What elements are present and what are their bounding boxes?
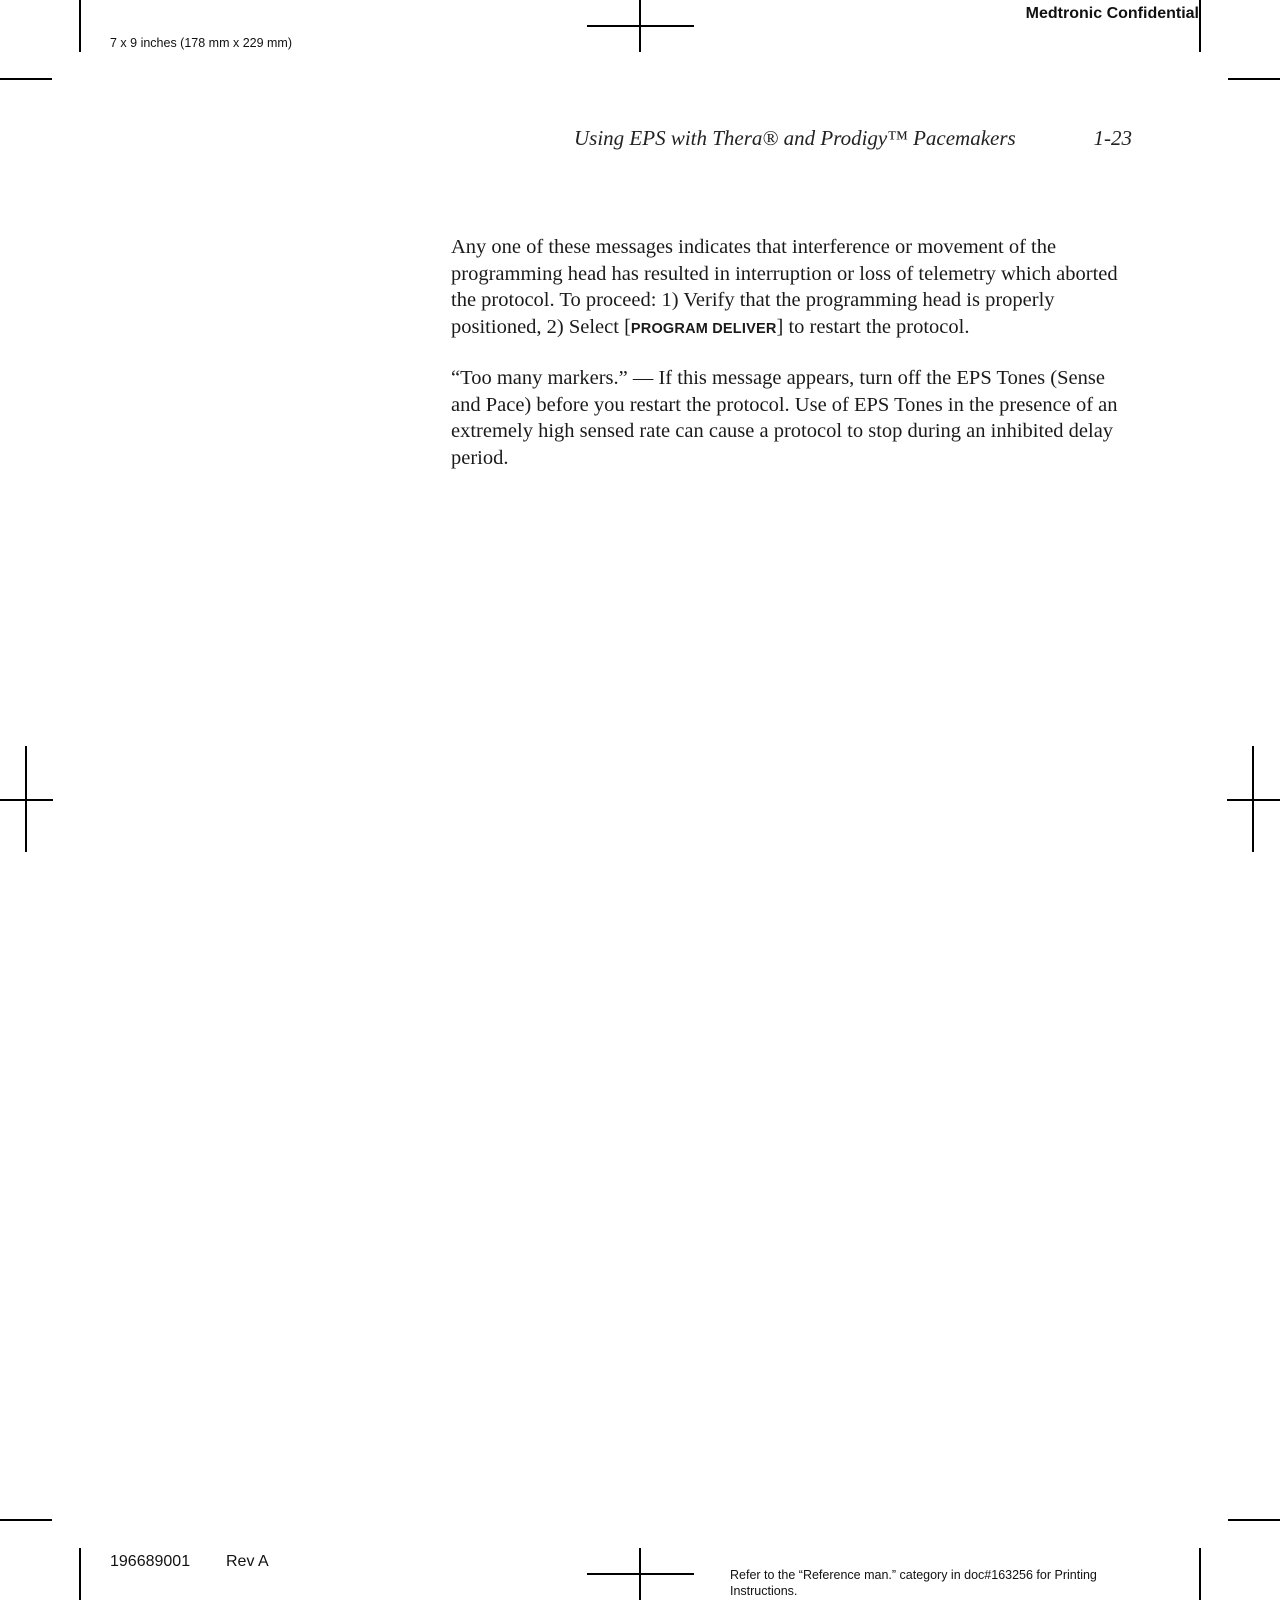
crop-mark-top-left-vertical [79, 0, 81, 52]
crop-mark-bottom-left-horizontal [0, 1519, 52, 1521]
paragraph-1-text-end: ] to restart the protocol. [776, 315, 970, 338]
crop-mark-bottom-right-horizontal [1228, 1519, 1280, 1521]
body-paragraph-1 [451, 234, 1137, 342]
crop-mark-bottom-right-vertical [1199, 1548, 1201, 1600]
crop-mark-top-left-horizontal [0, 78, 52, 80]
confidential-label: Medtronic Confidential [1025, 5, 1199, 22]
page-number: 1-23 [1093, 126, 1132, 150]
running-head [574, 126, 1132, 151]
body-paragraph-2: “Too many markers.” — If this message appears, turn off the EPS Tones (Sense and Pace) before you restart the protocol. Use of EPS Tones in the presence of an extremely high sensed rate can cause a protocol to stop during an inhibited delay period. [451, 367, 1118, 469]
crop-mark-top-right-horizontal [1228, 78, 1280, 80]
running-head-title: Using EPS with Thera® and Prodigy™ Pacemakers [574, 126, 1016, 150]
registration-mark-right-vertical [1252, 746, 1254, 852]
document-number: 196689001 [110, 1553, 191, 1570]
registration-mark-left-vertical [25, 746, 27, 852]
program-deliver-command: PROGRAM DELIVER [630, 320, 777, 337]
crop-mark-top-right-vertical [1199, 0, 1201, 52]
paragraph-1-text-start: Any one of these messages indicates that interference or movement of the programming head has resulted in interruption or loss of telemetry which aborted the protocol. To proceed: 1) Verify that the programming head is properly positioned, 2) Select [ [451, 236, 1118, 338]
trim-size-label: 7 x 9 inches (178 mm x 229 mm) [110, 36, 293, 50]
revision-label: Rev A [226, 1553, 269, 1570]
registration-mark-top-vertical [639, 0, 641, 52]
registration-mark-bottom-vertical [639, 1548, 641, 1600]
crop-mark-bottom-left-vertical [79, 1548, 81, 1600]
printing-instructions-note: Refer to the “Reference man.” category in doc#163256 for Printing Instructions. [730, 1568, 1097, 1598]
